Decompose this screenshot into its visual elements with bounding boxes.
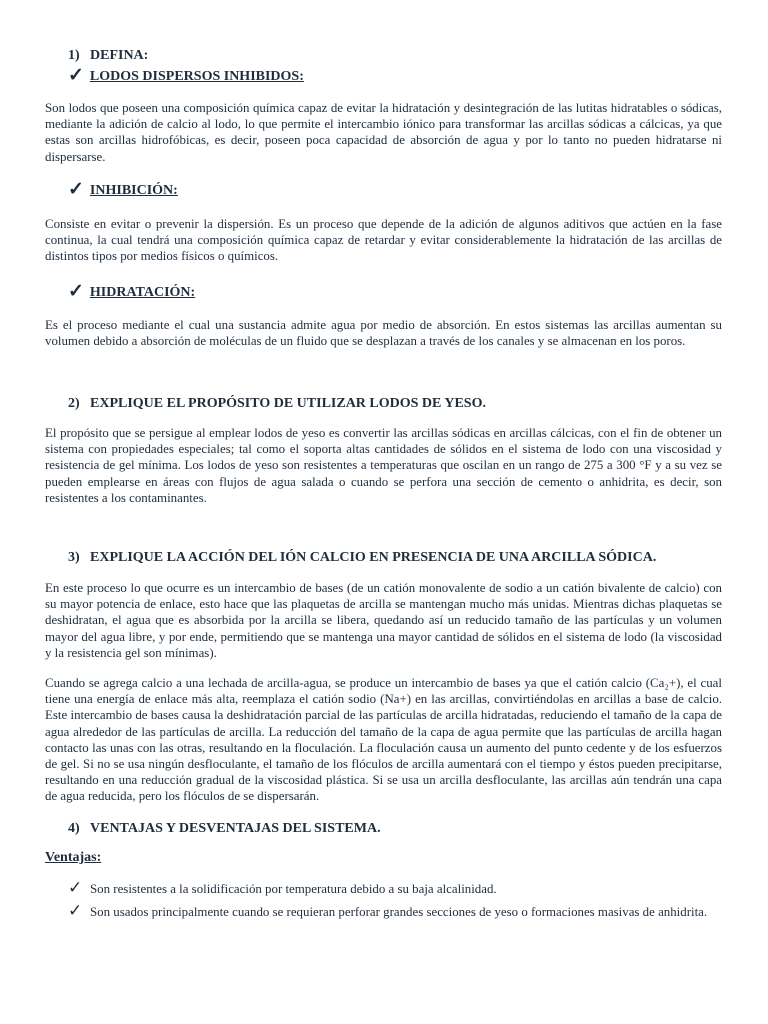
q1-item-2-label: INHIBICIÓN: xyxy=(89,183,178,198)
q4-heading xyxy=(68,821,381,837)
q3-paragraph-2: Cuando se agrega calcio a una lechada de arcilla-agua, se produce un intercambio de bases ya que el catión calcio (Ca₂+), el cual tiene una energía de enlace más alta, reemplaza el catión sodio (Na+) en las arcillas, convirtiéndolas en arcillas a base de calcio. Este intercambio de bases causa la deshidratación parcial de las partículas de arcilla hidratadas, reduciendo el tamaño de la capa de agua alrededor de las partículas de arcilla. La reducción del tamaño de la capa de agua permite que las partículas de arcilla hagan contacto las unas con las otras, resultando en la floculación. La floculación causa un aumento del punto cedente y de los esfuerzos de gel. Si no se usa ningún desfloculante, el tamaño de los flóculos de arcilla aumentará con el tiempo y éstos pueden precipitarse, resultando en una reducción gradual de la viscosidad plástica. Si se usa un arcilla desfloculante, las arcillas aún tendrán una capa de agua reducida, pero los flóculos de se dispersarán. xyxy=(45,676,722,804)
q1-item-1-text: Son lodos que poseen una composición química capaz de evitar la hidratación y desintegración de las lutitas hidratables o sódicas, mediante la adición de calcio al lodo, lo que permite el intercambio iónico para transformar las arcillas sódicas a cálcicas, ya que estas son arcillas hidrofóbicas, es decir, poseen poca capacidad de absorción de agua y por lo tanto no pueden hidratarse ni dispersarse. xyxy=(45,101,722,164)
q2-number: 2) xyxy=(68,396,80,411)
q1-item-3-heading xyxy=(68,282,195,302)
q3-paragraph-1: En este proceso lo que ocurre es un intercambio de bases (de un catión monovalente de sodio a un catión bivalente de calcio) con su mayor potencia de enlace, esto hace que las plaquetas de arcilla se mantengan mucho más unidas. Mientras dichas plaquetas se deshidratan, el agua que es absorbida por la arcilla se libera, quedando así un reducido tamaño de las partículas y un volumen mayor del agua libre, y por ende, permitiendo que se mantenga una mayor cantidad de sólidos en el sistema de lodo (la viscosidad y la resistencia gel son mínimas). xyxy=(45,581,722,660)
q1-number: 1) xyxy=(68,48,80,63)
q1-item-1-label: LODOS DISPERSOS INHIBIDOS: xyxy=(89,69,304,84)
q2-text: El propósito que se persigue al emplear lodos de yeso es convertir las arcillas sódicas en arcillas cálcicas, con el fin de obtener un sistema con propiedades especiales; tal como el soporta altas cantidades de sólidos en el sistema de lodo con una viscosidad y resistencia de gel mínima. Los lodos de yeso son resistentes a temperaturas que oscilan en un rango de 275 a 300 °F y a su vez se pueden emplearse en áreas con flujos de agua salada o cuando se perfora una sección de cemento o anhidrita, es decir, son resistentes a los contaminantes. xyxy=(45,426,722,505)
ventajas-label: Ventajas: xyxy=(45,850,102,865)
q4-title: VENTAJAS Y DESVENTAJAS DEL SISTEMA. xyxy=(90,821,381,836)
q2-heading xyxy=(68,396,486,412)
ventaja-item-1 xyxy=(68,878,722,901)
check-mark-icon: ✓ xyxy=(68,281,84,302)
ventaja-item-2 xyxy=(68,901,722,940)
ventaja-item-2-text: Son usados principalmente cuando se requieran perforar grandes secciones de yeso o formaciones masivas de anhidrita. xyxy=(90,905,708,919)
q1-item-2-heading xyxy=(68,180,178,200)
check-mark-icon: ✓ xyxy=(68,65,84,86)
q3-number: 3) xyxy=(68,550,80,565)
q2-title: EXPLIQUE EL PROPÓSITO DE UTILIZAR LODOS DE YESO. xyxy=(90,396,486,411)
check-mark-icon: ✓ xyxy=(68,179,84,200)
q1-heading xyxy=(68,48,148,64)
q3-title: EXPLIQUE LA ACCIÓN DEL IÓN CALCIO EN PRESENCIA DE UNA ARCILLA SÓDICA. xyxy=(90,550,657,565)
q1-item-1-heading xyxy=(68,66,304,86)
q1-item-3-label: HIDRATACIÓN: xyxy=(89,285,196,300)
check-mark-icon: ✓ xyxy=(68,901,83,920)
q4-number: 4) xyxy=(68,821,80,836)
q1-item-3-text: Es el proceso mediante el cual una sustancia admite agua por medio de absorción. En estos sistemas las arcillas aumentan su volumen debido a absorción de moléculas de un fluido que se desplazan a través de los canales y se almacenan en los poros. xyxy=(45,318,722,349)
q1-item-2-text: Consiste en evitar o prevenir la dispersión. Es un proceso que depende de la adición de algunos aditivos que actúen en la fase continua, la cual tendrá una composición química capaz de retardar y evitar considerablemente la hidratación de las arcillas de distintos tipos por medios físicos o químicos. xyxy=(45,217,722,264)
q1-title: DEFINA: xyxy=(90,48,149,63)
q3-heading xyxy=(68,550,656,566)
ventaja-item-1-text: Son resistentes a la solidificación por temperatura debido a su baja alcalinidad. xyxy=(90,882,497,896)
check-mark-icon: ✓ xyxy=(68,878,83,897)
